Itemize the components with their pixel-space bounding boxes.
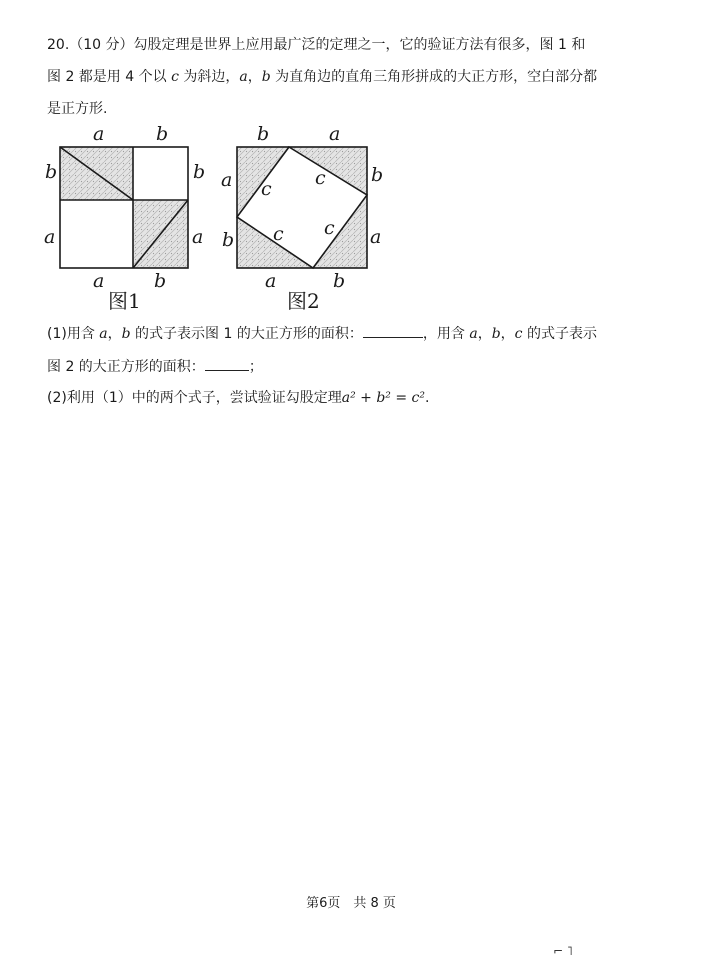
corner-mark: ⌐ ˥ [553,944,573,958]
fig1-label-left-b: b [45,161,58,183]
fig1-label-bottom-b: b [154,270,167,292]
fig2-label-c-lower-left: c [273,223,284,245]
figure-2 [215,120,395,324]
part1-line-1: (1)用含 a，b 的式子表示图 1 的大正方形的面积： ，用含 a，b，c 的式子表示 [47,323,597,344]
fig1-label-left-a: a [44,226,56,248]
fig2-label-c-upper-left: c [261,178,272,200]
fig2-label-right-b: b [371,164,384,186]
pythagorean-formula: a² + b² = c² [341,390,425,406]
fig1-label-top-b: b [156,123,169,145]
part2-line: (2)利用（1）中的两个式子，尝试验证勾股定理a² + b² = c². [47,390,430,406]
fig1-label-bottom-a: a [93,270,105,292]
fig1-label-right-a: a [192,226,204,248]
question-line-3: 是正方形. [47,101,108,117]
part1-line-2: 图 2 的大正方形的面积： ； [47,356,263,377]
fig2-label-c-lower-right: c [324,217,335,239]
question-line-2: 图 2 都是用 4 个以 c 为斜边，a，b 为直角边的直角三角形拼成的大正方形，空白部分都 [47,69,598,85]
question-line-1: 20.（10 分）勾股定理是世界上应用最广泛的定理之一，它的验证方法有很多，图 1 和 [47,37,586,53]
answer-blank-2[interactable] [205,356,249,371]
fig2-label-c-upper-right: c [315,167,326,189]
answer-blank-1[interactable] [363,323,423,338]
figure2-shaded-triangles [237,147,367,268]
fig2-label-top-a: a [329,123,341,145]
fig2-caption: 图2 [287,289,320,313]
fig1-label-top-a: a [93,123,105,145]
fig2-label-left-a: a [221,169,233,191]
figure1-shaded-triangles [60,147,188,268]
fig2-label-left-b: b [222,229,235,251]
fig2-label-top-b: b [257,123,270,145]
fig1-label-right-b: b [193,161,206,183]
fig1-caption: 图1 [108,289,141,313]
fig2-label-bottom-b: b [333,270,346,292]
page-footer: 第6页 共 8 页 [306,896,396,911]
fig2-label-bottom-a: a [265,270,277,292]
figure-1 [38,120,218,324]
fig2-label-right-a: a [370,226,382,248]
